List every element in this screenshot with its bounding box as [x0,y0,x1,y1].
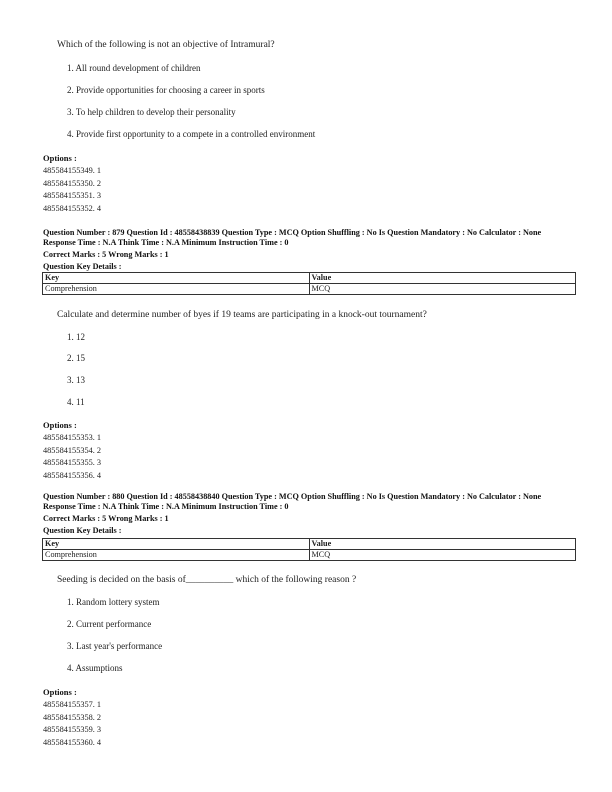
question-text: Seeding is decided on the basis of__________ which of the following reason ? [57,575,357,585]
option-id: 485584155358. 2 [43,712,102,722]
option-id: 485584155353. 1 [43,433,102,442]
key-header: Key [43,273,310,284]
option-ids [43,165,101,215]
choice: 2. Provide opportunities for choosing a career in sports [67,85,265,95]
meta-line: Response Time : N.A Think Time : N.A Minimum Instruction Time : 0 [43,502,289,511]
value-cell: MCQ [309,550,576,561]
choice: 4. 11 [67,397,85,407]
marks: Correct Marks : 5 Wrong Marks : 1 [43,250,169,259]
meta-line: Response Time : N.A Think Time : N.A Minimum Instruction Time : 0 [43,238,289,247]
value-header: Value [309,273,576,284]
choice: 4. Assumptions [67,663,123,673]
key-cell: Comprehension [43,550,310,561]
option-id: 485584155359. 3 [43,725,102,734]
key-table [42,272,576,295]
option-id: 485584155350. 2 [43,178,102,188]
option-ids [43,699,101,749]
value-cell: MCQ [309,284,576,295]
option-id: 485584155349. 1 [43,166,102,175]
option-id: 485584155360. 4 [43,737,102,747]
option-ids [43,432,101,482]
choice: 3. To help children to develop their personality [67,107,236,117]
choice: 1. Random lottery system [67,597,160,607]
option-id: 485584155355. 3 [43,458,102,467]
choice: 2. Current performance [67,619,152,629]
option-id: 485584155351. 3 [43,191,102,200]
choice: 2. 15 [67,353,85,363]
question-text: Which of the following is not an objective of Intramural? [57,40,275,50]
option-id: 485584155354. 2 [43,445,102,455]
choice: 4. Provide first opportunity to a compete in a controlled environment [67,129,316,139]
key-table [42,538,576,561]
option-id: 485584155352. 4 [43,203,102,213]
choice: 1. 12 [67,332,85,342]
choice: 1. All round development of children [67,63,201,73]
key-details-label: Question Key Details : [43,526,122,535]
choice: 3. 13 [67,375,85,385]
key-details-label: Question Key Details : [43,262,122,271]
question-meta [43,492,583,536]
key-header: Key [43,539,310,550]
choice: 3. Last year's performance [67,641,163,651]
options-label: Options : [43,687,77,697]
question-meta [43,228,583,272]
option-id: 485584155357. 1 [43,700,102,709]
meta-line: Question Number : 880 Question Id : 48558438840 Question Type : MCQ Option Shuffling : No Is Question Mandatory : No Calculator : None [43,492,542,501]
meta-line: Question Number : 879 Question Id : 48558438839 Question Type : MCQ Option Shuffling : No Is Question Mandatory : No Calculator : None [43,228,542,237]
key-cell: Comprehension [43,284,310,295]
question-text: Calculate and determine number of byes if 19 teams are participating in a knock-out tournament? [57,310,427,320]
option-id: 485584155356. 4 [43,470,102,480]
options-label: Options : [43,420,77,430]
options-label: Options : [43,153,77,163]
value-header: Value [309,539,576,550]
marks: Correct Marks : 5 Wrong Marks : 1 [43,514,169,523]
